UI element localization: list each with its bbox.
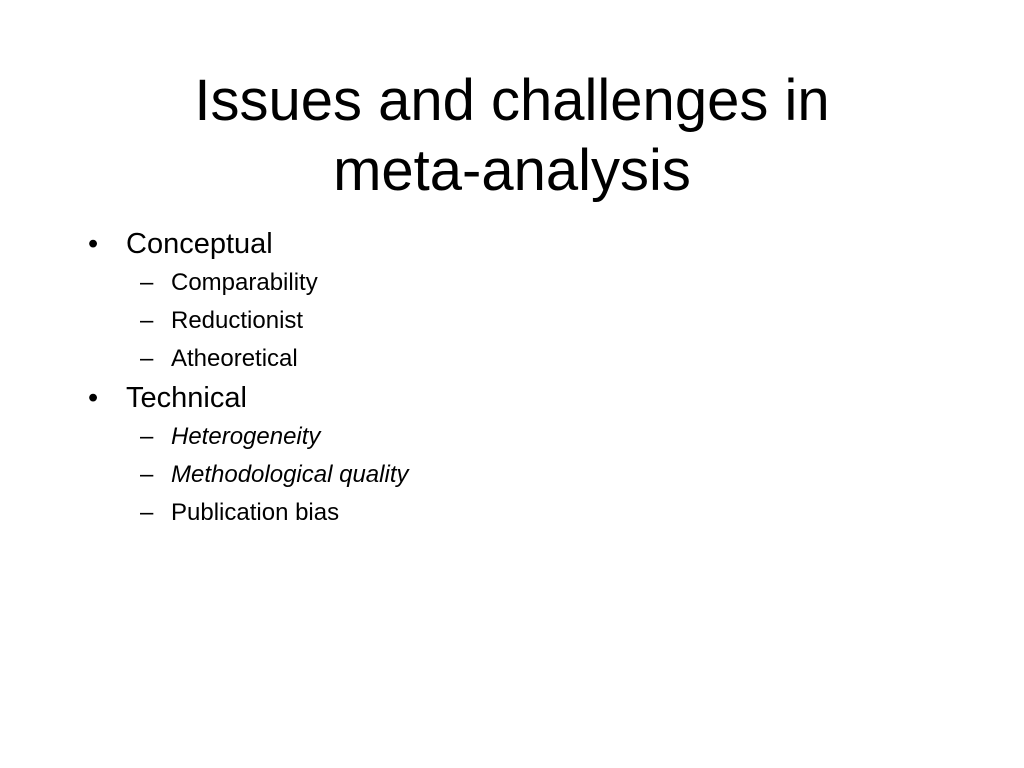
sub-bullet-item (88, 456, 948, 494)
title-line-1: Issues and challenges in (194, 68, 830, 133)
bullet-label: Technical (126, 382, 247, 414)
sub-bullet-list (126, 418, 948, 532)
bullet-item-conceptual (88, 224, 948, 378)
sub-bullet-label: Heterogeneity (171, 423, 321, 450)
sub-bullet-label: Atheoretical (171, 345, 298, 372)
dash-icon: – (140, 269, 154, 296)
dash-icon: – (140, 499, 154, 526)
dash-icon: – (140, 461, 154, 488)
sub-bullet-item (88, 418, 948, 456)
sub-bullet-item (88, 340, 948, 378)
sub-bullet-label: Reductionist (171, 307, 304, 334)
sub-bullet-label: Comparability (171, 269, 318, 296)
sub-bullet-item (88, 264, 948, 302)
dash-icon: – (140, 423, 154, 450)
sub-bullet-list (126, 264, 948, 378)
bullet-list (88, 224, 948, 532)
dash-icon: – (140, 345, 154, 372)
dash-icon: – (140, 307, 154, 334)
title-line-2: meta-analysis (333, 138, 691, 203)
sub-bullet-item (88, 494, 948, 532)
bullet-icon: • (88, 382, 99, 414)
sub-bullet-label: Publication bias (171, 499, 340, 526)
sub-bullet-label: Methodological quality (171, 461, 409, 488)
slide-title (0, 66, 1024, 206)
bullet-item-technical (88, 378, 948, 532)
sub-bullet-item (88, 302, 948, 340)
bullet-icon: • (88, 228, 99, 260)
bullet-label: Conceptual (126, 228, 273, 260)
